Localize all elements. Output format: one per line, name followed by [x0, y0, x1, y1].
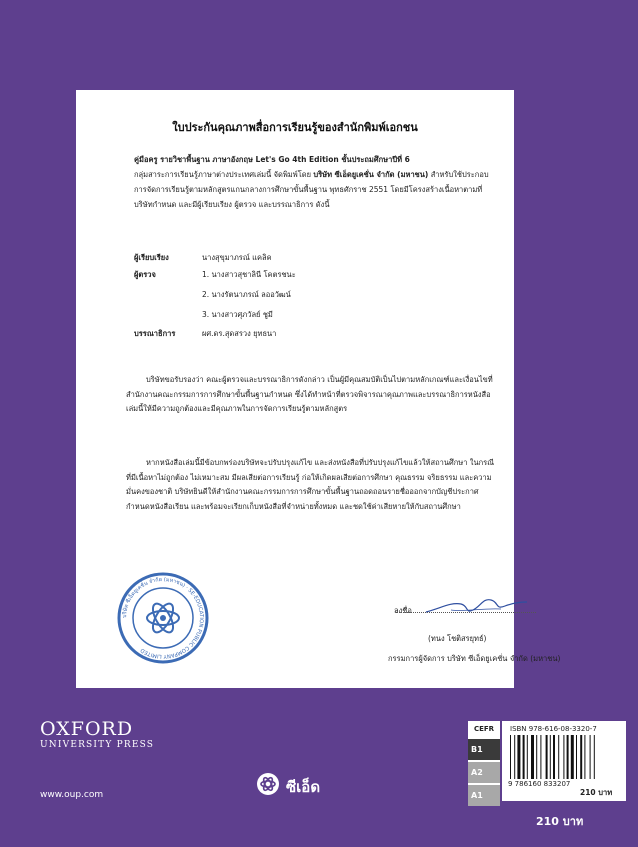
editor-name: ผศ.ดร.สุดสรวง ยุทธนา: [202, 329, 277, 338]
barcode-bar: [514, 735, 515, 779]
barcode-number: 9 786160 833207: [508, 780, 571, 788]
reviewer-role: ผู้ตรวจ: [134, 270, 156, 279]
barcode-bar: [527, 735, 528, 779]
editor-row: [134, 328, 494, 340]
signature: [421, 590, 531, 620]
reviewer-row: [134, 269, 494, 281]
reviewer-row-3: [134, 309, 494, 321]
barcode-bar: [594, 735, 595, 779]
editor-role: บรรณาธิการ: [134, 329, 176, 338]
intro-text-1: กลุ่มสาระการเรียนรู้ภาษาต่างประเทศเล่มนี้ จัดพิมพ์โดย: [134, 170, 314, 179]
author-role: ผู้เรียบเรียง: [134, 253, 169, 262]
reviewer-1: 1. นางสาวสุชาลินี โคตรชนะ: [202, 270, 296, 279]
reviewer-3: 3. นางสาวศุภวัลย์ ชูมี: [202, 310, 273, 319]
sign-label: ลงชื่อ: [394, 606, 412, 615]
barcode-bar: [590, 735, 591, 779]
certificate-title: ใบประกันคุณภาพสื่อการเรียนรู้ของสำนักพิมพ์เอกชน: [172, 121, 418, 134]
author-name: นางสุขุมาภรณ์ แคลิค: [202, 253, 272, 262]
author-row: [134, 252, 494, 264]
cefr-header: CEFR: [468, 721, 500, 737]
reviewer-2: 2. นางรัตนาภรณ์ ลออวัฒน์: [202, 290, 291, 299]
barcode-bar: [580, 735, 582, 779]
barcode-bar: [517, 735, 520, 779]
seal-text: บริษัท ซีเอ็ดยูเคชั่น จำกัด (มหาชน) · SE-EDUCATION PUBLIC COMPANY LIMITED: [121, 576, 205, 660]
isbn-number: ISBN 978-616-08-3320-7: [510, 725, 597, 733]
guarantee-paragraph-1: บริษัทขอรับรองว่า คณะผู้ตรวจและบรรณาธิการดังกล่าว เป็นผู้มีคุณสมบัติเป็นไปตามหลักเกณฑ์และเงื่อนไขที่สำนักงานคณะกรรมการการศึกษาขั้นพื้นฐานกำหนด ซึ่งได้ทำหน้าที่ตรวจพิจารณาคุณภาพและบรรณาธิการหนังสือเล่มนี้ให้มีความถูกต้องและมีคุณภาพในการจัดการเรียนรู้ตามหลักสูตร: [126, 375, 493, 413]
barcode-bar: [510, 735, 511, 779]
certificate-intro: [134, 152, 494, 212]
reviewer-row-2: [134, 289, 494, 301]
barcode-bar: [546, 735, 548, 779]
barcode-bar: [576, 735, 577, 779]
intro-text-2: สำหรับใช้ประกอบการจัดการเรียนรู้ตามหลักสูตรแกนกลางการศึกษาขั้นพื้นฐาน พุทธศักราช 2551 โดยมีโครงสร้างเนื้อหาตามที่บริษัทกำหนด และมีผู้เรียบเรียง ผู้ตรวจ และบรรณาธิการ ดังนี้: [134, 170, 489, 209]
barcode-bar: [567, 735, 569, 779]
cefr-level-a2: A2: [468, 760, 500, 783]
barcode-box: [502, 721, 626, 801]
se-ed-logo-text: ซีเอ็ด: [286, 778, 321, 796]
barcode-price: 210 บาท: [580, 788, 613, 797]
barcode-bar: [540, 735, 541, 779]
company-seal: [115, 570, 211, 666]
barcode-bar: [558, 735, 559, 779]
se-ed-logo-icon: [256, 772, 280, 796]
certificate-paper: [76, 90, 561, 688]
barcode-bar: [553, 735, 555, 779]
cover-price: 210 บาท: [536, 815, 584, 828]
barcode-bar: [584, 735, 585, 779]
cefr-level-a1: A1: [468, 783, 500, 806]
barcode-bar: [550, 735, 551, 779]
publisher-name: บริษัท ซีเอ็ดยูเคชั่น จำกัด (มหาชน): [313, 170, 429, 179]
guarantee-paragraph-2: หากหนังสือเล่มนี้มีข้อบกพร่องบริษัทจะปรับปรุงแก้ไข และส่งหนังสือที่ปรับปรุงแก้ไขแล้วให้สถานศึกษา ในกรณีที่มีเนื้อหาไม่ถูกต้อง ไม่เหมาะสม มีผลเสียต่อการเรียนรู้ ก่อให้เกิดผลเสียต่อการศึกษา คุณธรรม จริยธรรม และความมั่นคงของชาติ บริษัทยินดีให้สำนักงานคณะกรรมการการศึกษาขั้นพื้นฐานถอดถอนรายชื่อออกจากบัญชีประกาศกำหนดหนังสือเรียน และพร้อมจะเรียกเก็บหนังสือที่จำหน่ายทั้งหมด และชดใช้ค่าเสียหายให้กับสถานศึกษา: [126, 458, 495, 511]
signature-line: [396, 612, 536, 613]
barcode-bars: [508, 735, 620, 779]
publisher-url: www.oup.com: [40, 790, 104, 800]
barcode-bar: [531, 735, 534, 779]
signer-title: กรรมการผู้จัดการ บริษัท ซีเอ็ดยูเคชั่น จำกัด (มหาชน): [388, 654, 561, 663]
barcode-bar: [523, 735, 525, 779]
barcode-bar: [536, 735, 537, 779]
oxford-logo: [40, 718, 154, 750]
barcode-bar: [571, 735, 574, 779]
barcode-bar: [563, 735, 564, 779]
signer-name: (ทนง โชติสรยุทธ์): [428, 634, 487, 643]
book-title: คู่มือครู รายวิชาพื้นฐาน ภาษาอังกฤษ Let's Go 4th Edition ชั้นประถมศึกษาปีที่ 6: [134, 155, 410, 164]
oxford-logo-line-1: OXFORD: [40, 718, 134, 740]
oxford-logo-line-2: UNIVERSITY PRESS: [40, 740, 155, 750]
cefr-level-b1: B1: [468, 737, 500, 760]
cefr-level-box: [468, 721, 500, 801]
cover-top-band: [0, 0, 638, 80]
